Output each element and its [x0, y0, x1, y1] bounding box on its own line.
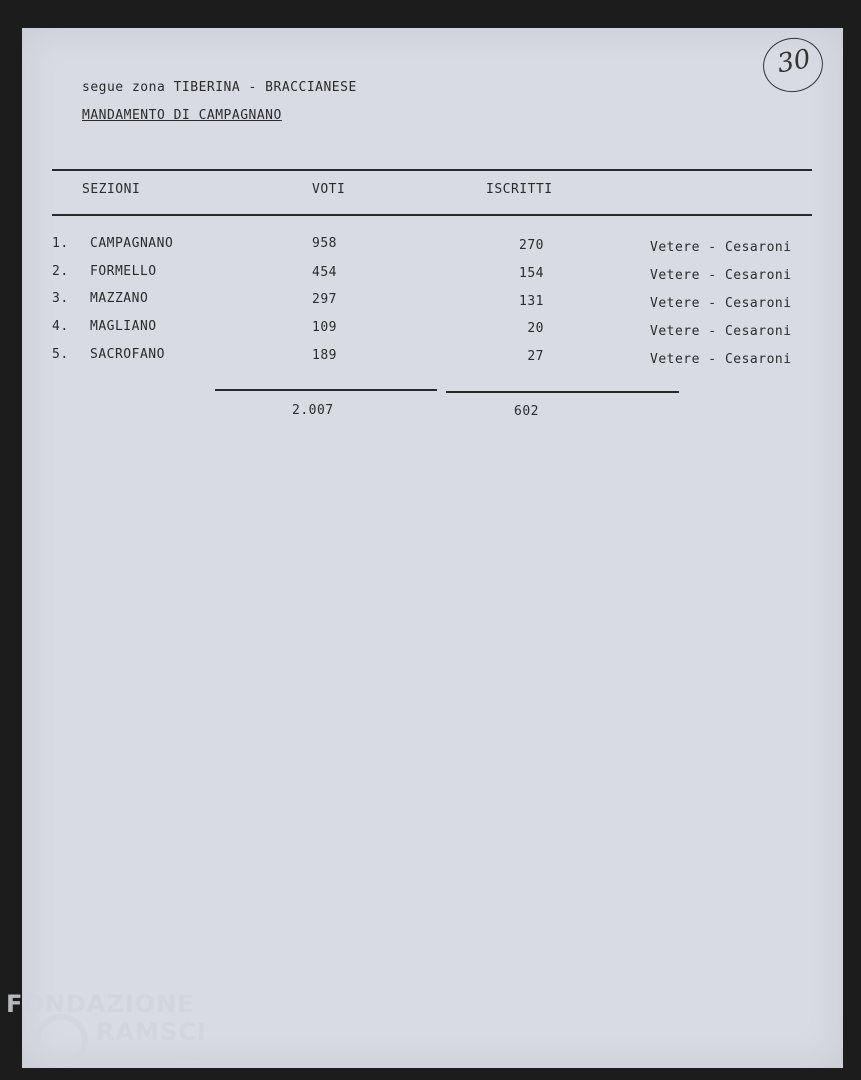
- row-number: 4.: [52, 319, 69, 334]
- section-name: MAZZANO: [90, 291, 149, 306]
- row-number: 5.: [52, 347, 69, 362]
- column-header-voti: VOTI: [312, 182, 346, 197]
- voti-value: 189: [312, 348, 337, 363]
- section-name: MAGLIANO: [90, 319, 157, 334]
- handwritten-page-number: 30: [759, 33, 827, 97]
- total-iscritti: 602: [514, 404, 539, 419]
- gramsci-logo-icon: [34, 1014, 88, 1068]
- column-header-sezioni: SEZIONI: [82, 182, 141, 197]
- watermark-gramsci: RAMSCI: [96, 1018, 207, 1046]
- total-voti: 2.007: [292, 403, 334, 418]
- candidates: Vetere - Cesaroni: [650, 352, 792, 367]
- iscritti-value: 154: [519, 266, 544, 281]
- section-name: CAMPAGNANO: [90, 236, 174, 251]
- table-top-rule: [52, 169, 812, 171]
- voti-value: 297: [312, 292, 337, 307]
- iscritti-value: 131: [519, 294, 544, 309]
- totals-rule-voti: [215, 389, 437, 391]
- mandamento-heading: MANDAMENTO DI CAMPAGNANO: [82, 108, 282, 123]
- section-name: FORMELLO: [90, 264, 157, 279]
- voti-value: 454: [312, 265, 337, 280]
- document-page: [22, 28, 843, 1068]
- column-header-iscritti: ISCRITTI: [486, 182, 553, 197]
- totals-rule-iscritti: [446, 391, 679, 393]
- watermark-fondazione: FONDAZIONE: [6, 990, 195, 1018]
- watermark-onlus: onlus: [176, 1050, 203, 1061]
- table-header-rule: [52, 214, 812, 216]
- voti-value: 109: [312, 320, 337, 335]
- section-name: SACROFANO: [90, 347, 165, 362]
- iscritti-value: 27: [527, 349, 544, 364]
- iscritti-value: 270: [519, 238, 544, 253]
- voti-value: 958: [312, 236, 337, 251]
- row-number: 2.: [52, 264, 69, 279]
- candidates: Vetere - Cesaroni: [650, 268, 792, 283]
- row-number: 1.: [52, 236, 69, 251]
- zone-heading: segue zona TIBERINA - BRACCIANESE: [82, 80, 357, 95]
- row-number: 3.: [52, 291, 69, 306]
- candidates: Vetere - Cesaroni: [650, 296, 792, 311]
- iscritti-value: 20: [527, 321, 544, 336]
- candidates: Vetere - Cesaroni: [650, 240, 792, 255]
- candidates: Vetere - Cesaroni: [650, 324, 792, 339]
